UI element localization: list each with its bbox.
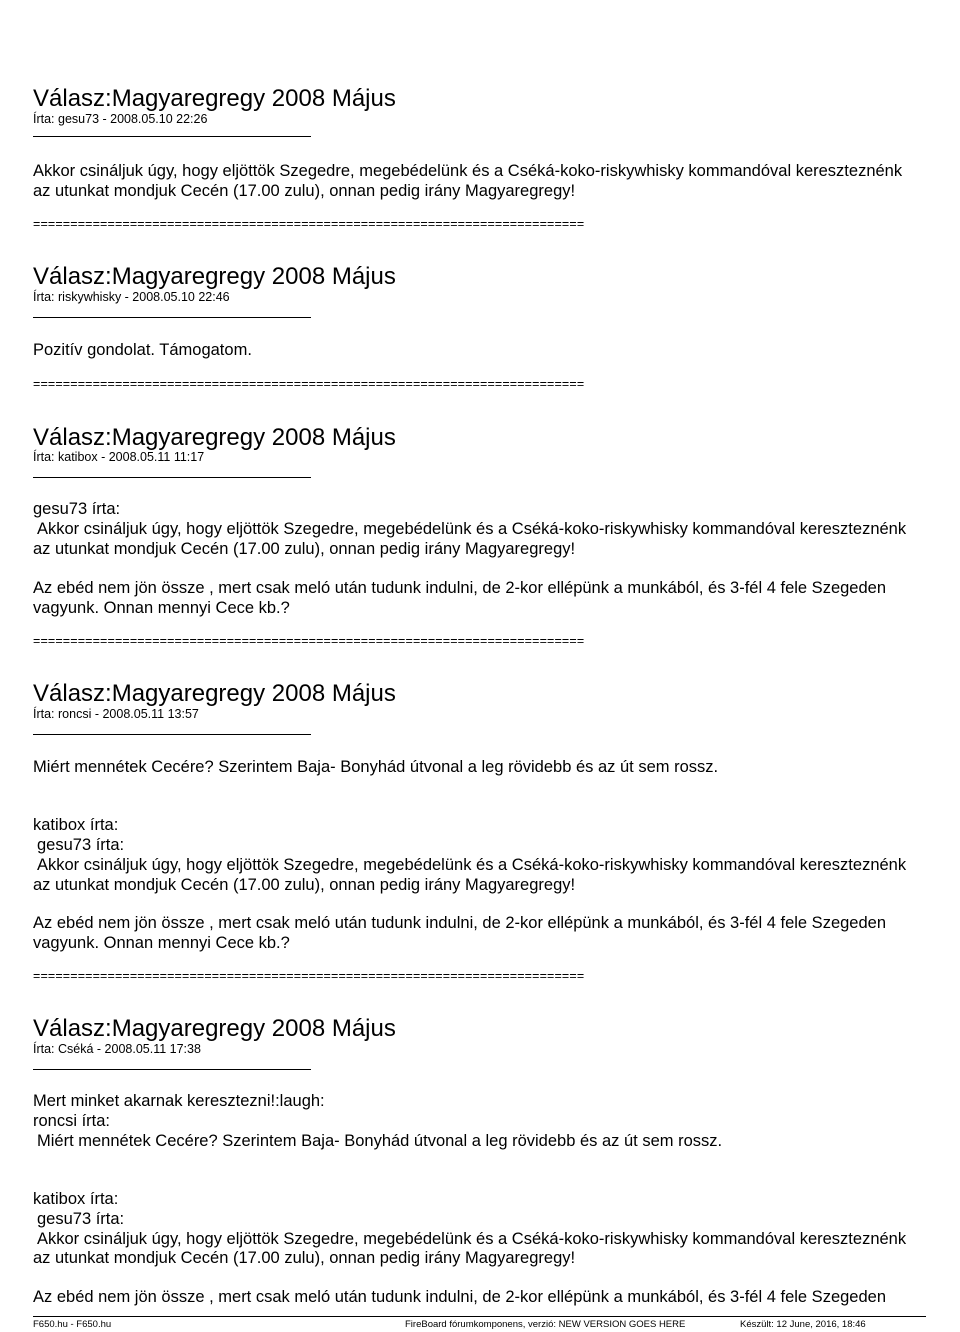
quote-text-line: Akkor csináljuk úgy, hogy eljöttök Szegedre, megebédelünk és a Cséká-koko-riskywhisky kommandóval kereszteznénk <box>37 856 907 874</box>
post-divider <box>33 734 311 735</box>
footer-generated: Készült: 12 June, 2016, 18:46 <box>740 1319 866 1330</box>
quote-text-line: az utunkat mondjuk Cecén (17.00 zulu), onnan pedig irány Magyaregregy! <box>33 1249 576 1267</box>
post-divider <box>33 317 311 318</box>
post-text-line: az utunkat mondjuk Cecén (17.00 zulu), onnan pedig irány Magyaregregy! <box>33 182 576 200</box>
quote-text-line: az utunkat mondjuk Cecén (17.00 zulu), onnan pedig irány Magyaregregy! <box>33 540 576 558</box>
quote-author: katibox írta: <box>33 816 119 834</box>
post-title: Válasz:Magyaregregy 2008 Május <box>33 680 396 707</box>
post-divider <box>33 1069 311 1070</box>
post-divider <box>33 136 311 137</box>
footer-site: F650.hu - F650.hu <box>33 1319 112 1330</box>
post-separator: ========================================================================== <box>33 969 585 983</box>
post-text-line: Pozitív gondolat. Támogatom. <box>33 341 252 359</box>
post-text-line: vagyunk. Onnan mennyi Cece kb.? <box>33 599 290 617</box>
post-meta: Írta: riskywhisky - 2008.05.10 22:46 <box>33 290 230 304</box>
post-text-line: Miért mennétek Cecére? Szerintem Baja- Bonyhád útvonal a leg rövidebb és az út sem rossz. <box>33 758 719 776</box>
post-meta: Írta: gesu73 - 2008.05.10 22:26 <box>33 112 208 126</box>
post-separator: ========================================================================== <box>33 217 585 231</box>
post-meta: Írta: Cséká - 2008.05.11 17:38 <box>33 1042 201 1056</box>
post-divider <box>33 477 311 478</box>
footer-divider <box>33 1316 926 1317</box>
post-text-line: Mert minket akarnak keresztezni!:laugh: <box>33 1092 325 1110</box>
quote-author: gesu73 írta: <box>33 500 121 518</box>
post-text-line: Akkor csináljuk úgy, hogy eljöttök Szegedre, megebédelünk és a Cséká-koko-riskywhisky kommandóval kereszteznénk <box>33 162 903 180</box>
post-title: Válasz:Magyaregregy 2008 Május <box>33 424 396 451</box>
post-meta: Írta: katibox - 2008.05.11 11:17 <box>33 450 205 464</box>
quote-author: roncsi írta: <box>33 1112 111 1130</box>
footer-component: FireBoard fórumkomponens, verzió: NEW VERSION GOES HERE <box>405 1319 686 1330</box>
quote-text-line: Az ebéd nem jön össze , mert csak meló után tudunk indulni, de 2-kor ellépünk a munkából, és 3-fél 4 fele Szegeden <box>33 914 886 932</box>
quote-text-line: Miért mennétek Cecére? Szerintem Baja- Bonyhád útvonal a leg rövidebb és az út sem rossz. <box>37 1132 723 1150</box>
quote-text-line: Akkor csináljuk úgy, hogy eljöttök Szegedre, megebédelünk és a Cséká-koko-riskywhisky kommandóval kereszteznénk <box>37 520 907 538</box>
post-separator: ========================================================================== <box>33 377 585 391</box>
post-text-line: Az ebéd nem jön össze , mert csak meló után tudunk indulni, de 2-kor ellépünk a munkából, és 3-fél 4 fele Szegeden <box>33 579 886 597</box>
quote-author: gesu73 írta: <box>37 836 125 854</box>
post-meta: Írta: roncsi - 2008.05.11 13:57 <box>33 707 199 721</box>
post-title: Válasz:Magyaregregy 2008 Május <box>33 263 396 290</box>
quote-text-line: vagyunk. Onnan mennyi Cece kb.? <box>33 934 290 952</box>
quote-text-line: Akkor csináljuk úgy, hogy eljöttök Szegedre, megebédelünk és a Cséká-koko-riskywhisky kommandóval kereszteznénk <box>37 1230 907 1248</box>
quote-author: gesu73 írta: <box>37 1210 125 1228</box>
post-title: Válasz:Magyaregregy 2008 Május <box>33 1015 396 1042</box>
quote-author: katibox írta: <box>33 1190 119 1208</box>
post-separator: ========================================================================== <box>33 634 585 648</box>
quote-text-line: Az ebéd nem jön össze , mert csak meló után tudunk indulni, de 2-kor ellépünk a munkából, és 3-fél 4 fele Szegeden <box>33 1288 886 1306</box>
post-title: Válasz:Magyaregregy 2008 Május <box>33 85 396 112</box>
quote-text-line: az utunkat mondjuk Cecén (17.00 zulu), onnan pedig irány Magyaregregy! <box>33 876 576 894</box>
